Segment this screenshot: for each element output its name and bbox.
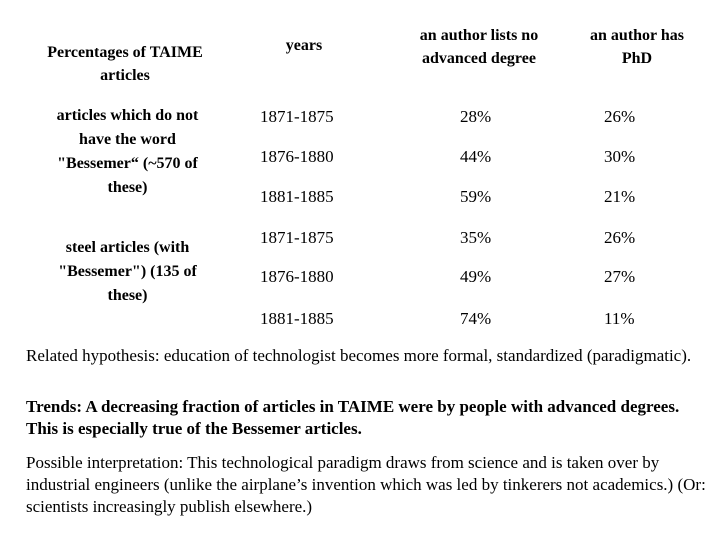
header-category: Percentages of TAIME articles bbox=[47, 44, 203, 84]
interpretation-text: Possible interpretation: This technological paradigm draws from science and is taken over by industrial engineers (unlike the airplane’s invention which was led by tinkerers not academics.) (Or: scientists increasingly publish elsewhere.) bbox=[26, 453, 706, 516]
cell-years: 1871-1875 bbox=[260, 107, 334, 126]
hypothesis-text: Related hypothesis: education of technologist becomes more formal, standardized (paradigmatic). bbox=[26, 346, 692, 365]
trends-text: Trends: A decreasing fraction of articles in TAIME were by people with advanced degrees. This is especially true of the Bessemer articles. bbox=[26, 397, 680, 438]
cell-years: 1876-1880 bbox=[260, 147, 334, 166]
cell-years: 1871-1875 bbox=[260, 228, 334, 247]
group-label-bessemer: steel articles (with "Bessemer") (135 of these) bbox=[58, 239, 197, 304]
cell-no-degree: 44% bbox=[460, 147, 492, 166]
cell-years: 1881-1885 bbox=[260, 309, 334, 328]
header-no-advanced-degree: an author lists no advanced degree bbox=[419, 27, 539, 67]
cell-phd: 27% bbox=[604, 267, 636, 286]
header-years: years bbox=[285, 37, 323, 54]
cell-no-degree: 35% bbox=[460, 228, 492, 247]
cell-years: 1881-1885 bbox=[260, 187, 334, 206]
cell-years: 1876-1880 bbox=[260, 267, 334, 286]
cell-phd: 30% bbox=[604, 147, 636, 166]
cell-no-degree: 49% bbox=[460, 267, 492, 286]
cell-no-degree: 74% bbox=[460, 309, 492, 328]
cell-phd: 26% bbox=[604, 228, 636, 247]
cell-phd: 11% bbox=[604, 309, 635, 328]
cell-no-degree: 59% bbox=[460, 187, 492, 206]
cell-no-degree: 28% bbox=[460, 107, 492, 126]
cell-phd: 26% bbox=[604, 107, 636, 126]
header-phd: an author has PhD bbox=[590, 27, 684, 67]
cell-phd: 21% bbox=[604, 187, 636, 206]
group-label-non-bessemer: articles which do not have the word "Bessemer“ (~570 of these) bbox=[56, 107, 199, 196]
